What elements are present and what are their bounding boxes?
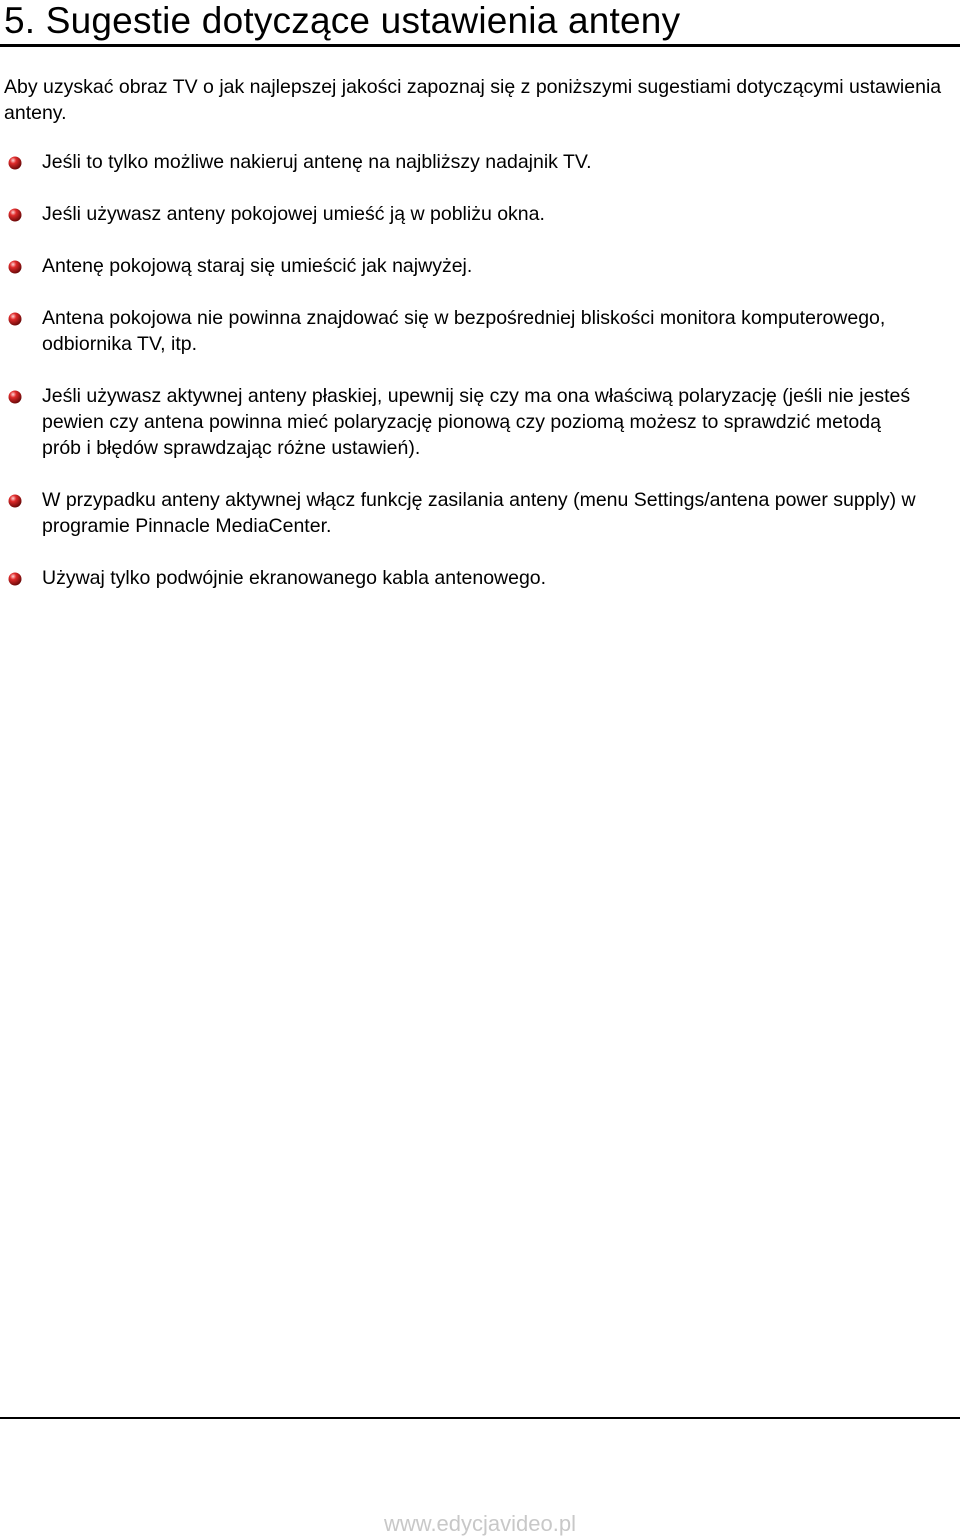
red-ball-bullet-icon: [8, 260, 22, 274]
red-ball-bullet-icon: [8, 156, 22, 170]
tip-text: Antenę pokojową staraj się umieścić jak najwyżej.: [42, 255, 473, 277]
tip-text: W przypadku anteny aktywnej włącz funkcję zasilania anteny (menu Settings/antena power supply) w programie Pinnacle MediaCenter.: [42, 489, 916, 537]
tip-text: Jeśli używasz anteny pokojowej umieść ją w pobliżu okna.: [42, 203, 545, 225]
list-item: [0, 253, 922, 279]
tip-text: Jeśli to tylko możliwe nakieruj antenę na najbliższy nadajnik TV.: [42, 151, 592, 173]
red-ball-bullet-icon: [8, 494, 22, 508]
footer-divider: [0, 1417, 960, 1419]
list-item: [0, 201, 922, 227]
red-ball-bullet-icon: [8, 572, 22, 586]
list-item: [0, 305, 922, 357]
tip-text: Używaj tylko podwójnie ekranowanego kabla antenowego.: [42, 567, 547, 589]
tips-list: [0, 149, 960, 617]
page-title: 5. Sugestie dotyczące ustawienia anteny: [4, 0, 681, 41]
title-divider: [0, 44, 960, 47]
list-item: [0, 565, 922, 591]
list-item: [0, 149, 922, 175]
red-ball-bullet-icon: [8, 312, 22, 326]
red-ball-bullet-icon: [8, 208, 22, 222]
red-ball-bullet-icon: [8, 390, 22, 404]
list-item: [0, 383, 922, 461]
intro-paragraph: Aby uzyskać obraz TV o jak najlepszej jakości zapoznaj się z poniższymi sugestiami dotyczącymi ustawienia anteny.: [4, 76, 942, 124]
tip-text: Antena pokojowa nie powinna znajdować się w bezpośredniej bliskości monitora komputerowego, odbiornika TV, itp.: [42, 307, 886, 355]
tip-text: Jeśli używasz aktywnej anteny płaskiej, upewnij się czy ma ona właściwą polaryzację (jeśli nie jesteś pewien czy antena powinna mieć polaryzację pionową czy poziomą możesz to sprawdzić metodą prób i błędów sprawdzając różne ustawień).: [42, 385, 911, 459]
list-item: [0, 487, 922, 539]
footer-url: www.edycjavideo.pl: [384, 1511, 576, 1536]
